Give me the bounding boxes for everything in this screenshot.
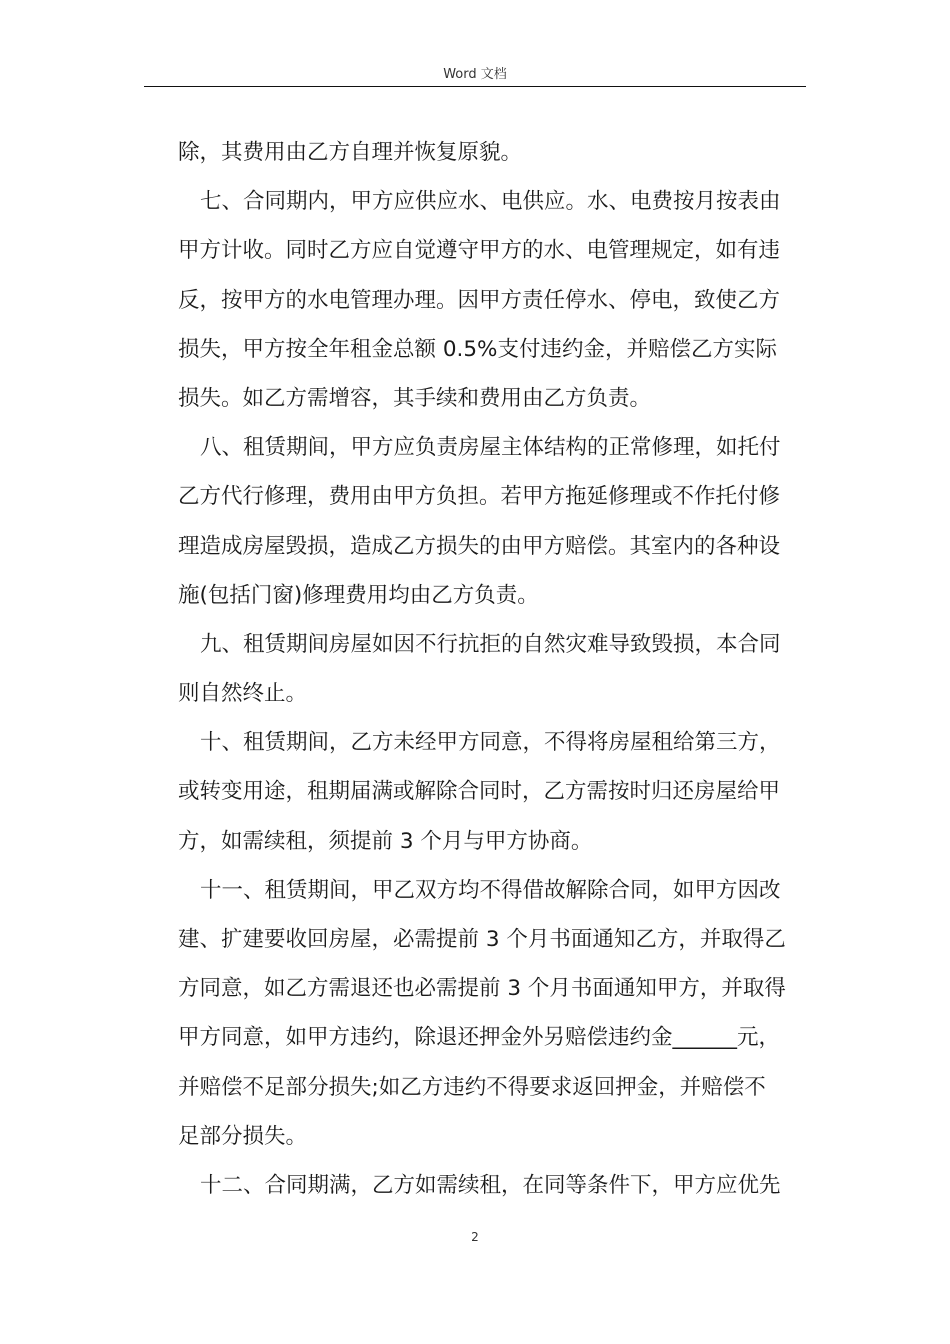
- paragraph: [178, 718, 804, 866]
- text-line: 七、合同期内，甲方应供应水、电供应。水、电费按月按表由: [200, 189, 781, 215]
- document-body: [178, 128, 804, 1210]
- text-line: 方同意，如乙方需退还也必需提前 3 个月书面通知甲方，并取得: [178, 976, 786, 1002]
- text-line: 九、租赁期间房屋如因不行抗拒的自然灾难导致毁损，本合同: [200, 631, 781, 657]
- paragraph: [178, 620, 804, 718]
- paragraph: [178, 1161, 804, 1210]
- text-line: 十一、租赁期间，甲乙双方均不得借故解除合同，如甲方因改: [200, 877, 781, 903]
- text-line: 乙方代行修理，费用由甲方负担。若甲方拖延修理或不作托付修: [178, 484, 781, 510]
- text-line: 十、租赁期间，乙方未经甲方同意，不得将房屋租给第三方，: [200, 730, 781, 756]
- text-line: 建、扩建要收回房屋，必需提前 3 个月书面通知乙方，并取得乙: [178, 927, 786, 952]
- header-divider: [144, 86, 806, 87]
- paragraph: [178, 423, 804, 620]
- page-header: Word 文档: [443, 67, 507, 82]
- paragraph: [178, 177, 804, 423]
- text-line: 甲方计收。同时乙方应自觉遵守甲方的水、电管理规定，如有违: [178, 238, 781, 264]
- text-line: 损失，甲方按全年租金总额 0.5%支付违约金，并赔偿乙方实际: [178, 336, 777, 362]
- text-line: 除，其费用由乙方自理并恢复原貌。: [178, 140, 523, 165]
- text-line: 并赔偿不足部分损失;如乙方违约不得要求返回押金，并赔偿不: [178, 1074, 766, 1100]
- page-number: 2: [471, 1230, 479, 1244]
- text-line: 反，按甲方的水电管理办理。因甲方责任停水、停电，致使乙方: [178, 287, 781, 313]
- text-line: 甲方同意，如甲方违约，除退还押金外另赔偿违约金______元，: [178, 1025, 781, 1051]
- text-line: 十二、合同期满，乙方如需续租，在同等条件下，甲方应优先: [200, 1172, 781, 1198]
- text-line: 理造成房屋毁损，造成乙方损失的由甲方赔偿。其室内的各种设: [178, 533, 781, 559]
- text-line: 施(包括门窗)修理费用均由乙方负责。: [178, 582, 539, 608]
- text-line: 则自然终止。: [178, 681, 308, 707]
- text-line: 方，如需续租，须提前 3 个月与甲方协商。: [178, 828, 593, 854]
- text-line: 足部分损失。: [178, 1123, 308, 1149]
- text-line: 或转变用途，租期届满或解除合同时，乙方需按时归还房屋给甲: [178, 779, 781, 805]
- paragraph: [178, 128, 804, 177]
- text-line: 八、租赁期间，甲方应负责房屋主体结构的正常修理，如托付: [200, 435, 781, 461]
- text-line: 损失。如乙方需增容，其手续和费用由乙方负责。: [178, 385, 652, 411]
- paragraph: [178, 866, 804, 1161]
